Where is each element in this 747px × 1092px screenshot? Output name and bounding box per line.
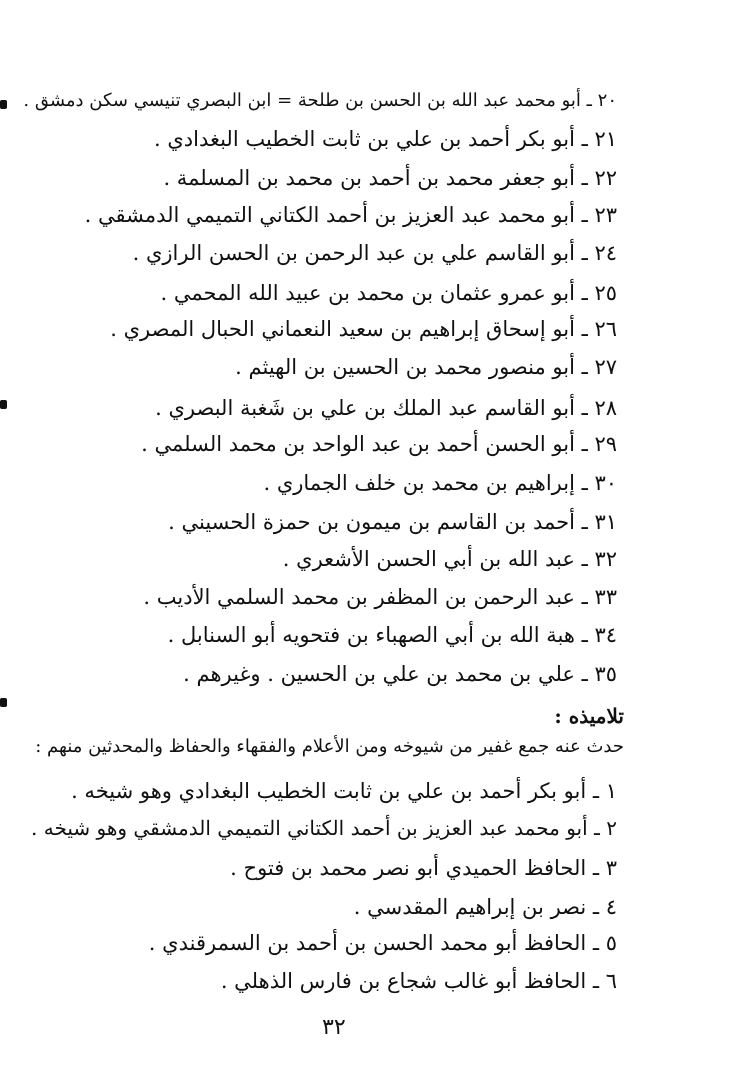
list-item: ٣ ـ الحافظ الحميدي أبو نصر محمد بن فتوح . [230,856,617,880]
list-item: ٢ ـ أبو محمد عبد العزيز بن أحمد الكتاني التميمي الدمشقي وهو شيخه . [31,816,617,840]
list-item: ٢٠ ـ أبو محمد عبد الله بن الحسن بن طلحة = ابن البصري تنيسي سكن دمشق . [23,90,617,111]
list-item: ٣٤ ـ هبة الله بن أبي الصهباء بن فتحويه أبو السنابل . [167,623,617,647]
list-item: ٢٢ ـ أبو جعفر محمد بن أحمد بن محمد بن المسلمة . [163,166,617,190]
margin-mark [0,100,7,109]
margin-mark [0,698,7,707]
list-item: ٣٢ ـ عبد الله بن أبي الحسن الأشعري . [282,547,617,571]
section-heading: تلاميذه : [554,704,624,728]
margin-mark [0,400,7,409]
list-item: ٣٣ ـ عبد الرحمن بن المظفر بن محمد السلمي الأديب . [143,585,617,609]
list-item: ٢٦ ـ أبو إسحاق إبراهيم بن سعيد النعماني الحبال المصري . [110,317,617,341]
list-item: ٢١ ـ أبو بكر أحمد بن علي بن ثابت الخطيب البغدادي . [153,127,617,151]
section-intro: حدث عنه جمع غفير من شيوخه ومن الأعلام والفقهاء والحفاظ والمحدثين منهم : [35,736,624,757]
list-item: ٦ ـ الحافظ أبو غالب شجاع بن فارس الذهلي . [220,969,617,993]
list-item: ٢٩ ـ أبو الحسن أحمد بن عبد الواحد بن محمد السلمي . [141,432,617,456]
list-item: ٣١ ـ أحمد بن القاسم بن ميمون بن حمزة الحسيني . [168,510,617,534]
list-item: ٢٣ ـ أبو محمد عبد العزيز بن أحمد الكتاني التميمي الدمشقي . [84,203,617,227]
list-item: ٤ ـ نصر بن إبراهيم المقدسي . [353,895,617,919]
list-item: ٢٧ ـ أبو منصور محمد بن الحسين بن الهيثم . [235,355,617,379]
list-item: ٣٠ ـ إبراهيم بن محمد بن خلف الجماري . [263,471,617,495]
list-item: ٥ ـ الحافظ أبو محمد الحسن بن أحمد بن السمرقندي . [148,931,617,955]
list-item: ٢٤ ـ أبو القاسم علي بن عبد الرحمن بن الحسن الرازي . [132,241,617,265]
list-item: ٢٨ ـ أبو القاسم عبد الملك بن علي بن شَغبة البصري . [155,396,617,420]
list-item: ٢٥ ـ أبو عمرو عثمان بن محمد بن عبيد الله المحمي . [160,281,617,305]
list-item: ٣٥ ـ علي بن محمد بن علي بن الحسين . وغيرهم . [183,662,617,686]
page-number: ٣٢ [322,1015,346,1040]
list-item: ١ ـ أبو بكر أحمد بن علي بن ثابت الخطيب البغدادي وهو شيخه . [71,779,617,803]
